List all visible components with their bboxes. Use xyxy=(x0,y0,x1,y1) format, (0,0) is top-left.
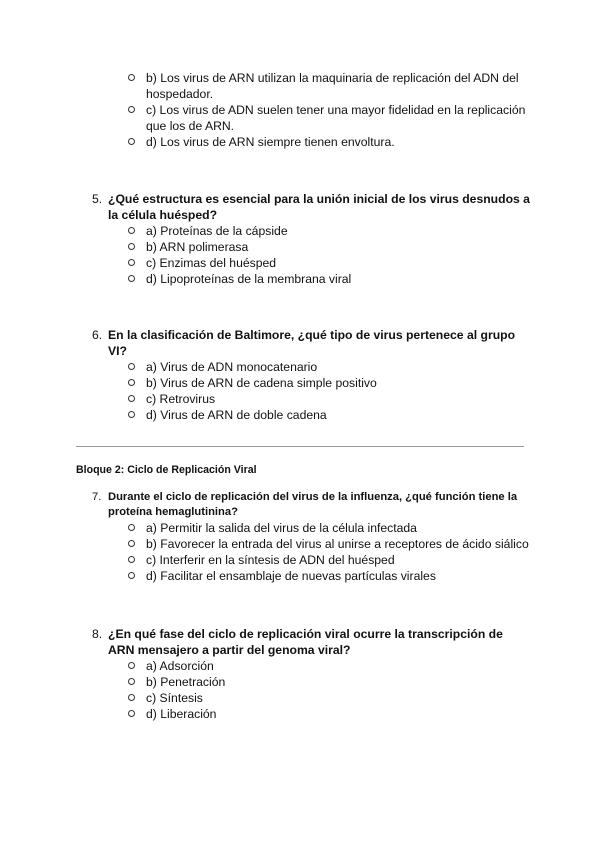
option-text: b) ARN polimerasa xyxy=(146,240,249,254)
answer-option[interactable] xyxy=(0,407,600,423)
horizontal-divider xyxy=(76,446,524,447)
question-text: En la clasificación de Baltimore, ¿qué tipo de virus pertenece al grupo VI? xyxy=(108,328,516,358)
answer-option[interactable] xyxy=(0,255,600,271)
circle-bullet-icon xyxy=(128,275,135,282)
option-text: d) Virus de ARN de doble cadena xyxy=(146,408,327,422)
answer-option[interactable] xyxy=(0,674,600,690)
question-number: 8. xyxy=(92,627,103,641)
option-text: d) Liberación xyxy=(146,707,217,721)
question-6 xyxy=(0,327,600,423)
answer-option[interactable] xyxy=(0,271,600,287)
answer-option[interactable] xyxy=(0,223,600,239)
answer-option[interactable] xyxy=(0,134,600,150)
circle-bullet-icon xyxy=(128,710,135,717)
option-text: a) Permitir la salida del virus de la célula infectada xyxy=(146,521,417,535)
option-text: c) Enzimas del huésped xyxy=(146,256,277,270)
question-text: ¿Qué estructura es esencial para la unión inicial de los virus desnudos a la célula huésped? xyxy=(108,192,530,222)
circle-bullet-icon xyxy=(128,411,135,418)
question-8 xyxy=(0,626,600,722)
option-text: d) Facilitar el ensamblaje de nuevas partículas virales xyxy=(146,569,436,583)
option-text: c) Síntesis xyxy=(146,691,203,705)
circle-bullet-icon xyxy=(128,572,135,579)
question-heading xyxy=(0,191,600,223)
circle-bullet-icon xyxy=(128,363,135,370)
circle-bullet-icon xyxy=(128,227,135,234)
circle-bullet-icon xyxy=(128,106,135,113)
previous-question-options xyxy=(0,70,600,150)
question-heading xyxy=(0,327,600,359)
answer-option[interactable] xyxy=(0,391,600,407)
question-number: 7. xyxy=(92,491,102,503)
circle-bullet-icon xyxy=(128,694,135,701)
option-text: c) Retrovirus xyxy=(146,392,216,406)
option-text: a) Adsorción xyxy=(146,659,214,673)
option-text: b) Favorecer la entrada del virus al unirse a receptores de ácido siálico xyxy=(146,537,529,551)
circle-bullet-icon xyxy=(128,556,135,563)
question-text: Durante el ciclo de replicación del virus de la influenza, ¿qué función tiene la proteína hemaglutinina? xyxy=(108,491,518,518)
circle-bullet-icon xyxy=(128,243,135,250)
answer-option[interactable] xyxy=(0,706,600,722)
answer-option[interactable] xyxy=(0,102,600,134)
circle-bullet-icon xyxy=(128,74,135,81)
circle-bullet-icon xyxy=(128,379,135,386)
circle-bullet-icon xyxy=(128,540,135,547)
answer-option[interactable] xyxy=(0,690,600,706)
circle-bullet-icon xyxy=(128,259,135,266)
option-text: b) Penetración xyxy=(146,675,226,689)
circle-bullet-icon xyxy=(128,138,135,145)
option-text: c) Interferir en la síntesis de ADN del huésped xyxy=(146,553,395,567)
circle-bullet-icon xyxy=(128,524,135,531)
answer-option[interactable] xyxy=(0,239,600,255)
question-7 xyxy=(0,490,600,584)
answer-option[interactable] xyxy=(0,658,600,674)
answer-option[interactable] xyxy=(0,375,600,391)
question-number: 5. xyxy=(92,192,103,206)
answer-option[interactable] xyxy=(0,359,600,375)
option-text: c) Los virus de ADN suelen tener una mayor fidelidad en la replicación que los de ARN. xyxy=(146,103,526,133)
question-number: 6. xyxy=(92,328,103,342)
option-text: d) Lipoproteínas de la membrana viral xyxy=(146,272,352,286)
option-text: a) Proteínas de la cápside xyxy=(146,224,288,238)
question-heading xyxy=(0,626,600,658)
answer-option[interactable] xyxy=(0,568,600,584)
answer-option[interactable] xyxy=(0,552,600,568)
option-text: d) Los virus de ARN siempre tienen envoltura. xyxy=(146,135,395,149)
answer-option[interactable] xyxy=(0,520,600,536)
answer-option[interactable] xyxy=(0,70,600,102)
question-text: ¿En qué fase del ciclo de replicación viral ocurre la transcripción de ARN mensajero a partir del genoma viral? xyxy=(108,627,503,657)
question-heading xyxy=(0,490,600,520)
answer-option[interactable] xyxy=(0,536,600,552)
circle-bullet-icon xyxy=(128,678,135,685)
option-text: a) Virus de ADN monocatenario xyxy=(146,360,318,374)
circle-bullet-icon xyxy=(128,662,135,669)
section-heading: Bloque 2: Ciclo de Replicación Viral xyxy=(76,464,257,476)
question-5 xyxy=(0,191,600,287)
option-text: b) Los virus de ARN utilizan la maquinaria de replicación del ADN del hospedador. xyxy=(146,71,519,101)
option-text: b) Virus de ARN de cadena simple positivo xyxy=(146,376,377,390)
circle-bullet-icon xyxy=(128,395,135,402)
